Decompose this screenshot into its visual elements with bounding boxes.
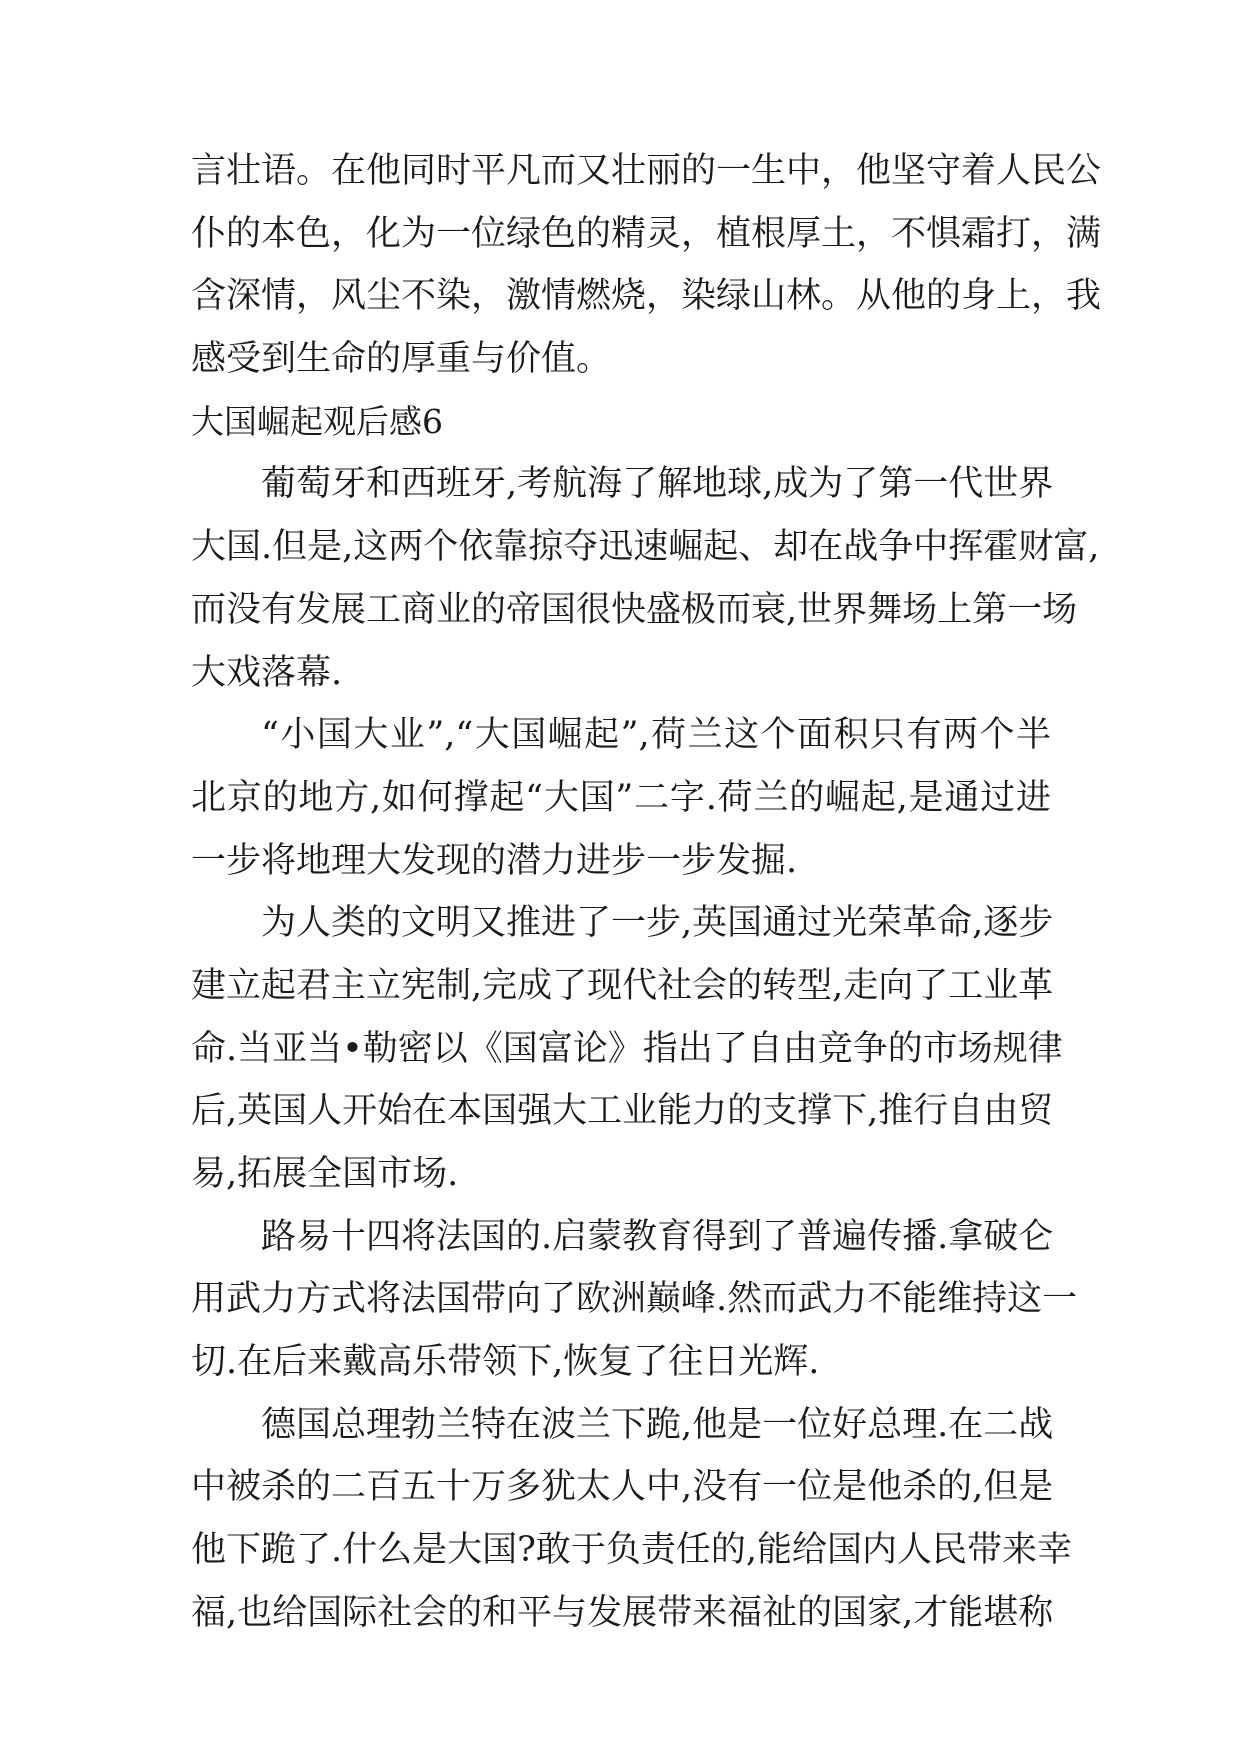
text-line: 命.当亚当•勒密以《国富论》指出了自由竞争的市场规律 [191, 1028, 1063, 1069]
text-line: 大戏落幕. [191, 652, 343, 693]
text-line: 言壮语。在他同时平凡而又壮丽的一生中，他坚守着人民公 [191, 151, 1102, 191]
text-line: 感受到生命的厚重与价值。 [191, 339, 612, 380]
text-line: 而没有发展工商业的帝国很快盛极而衰,世界舞场上第一场 [191, 589, 1078, 630]
text-line: 中被杀的二百五十万多犹太人中,没有一位是他杀的,但是 [191, 1467, 1054, 1508]
paragraph [191, 1206, 1078, 1394]
text-line: 易,拓展全国市场. [191, 1154, 459, 1194]
document-page [191, 140, 1102, 1645]
text-line: 切.在后来戴高乐带领下,恢复了往日光辉. [191, 1342, 820, 1383]
text-line: 路易十四将法国的.启蒙教育得到了普遍传播.拿破仑 [261, 1216, 1054, 1257]
text-line: 他下跪了.什么是大国?敢于负责任的,能给国内人民带来幸 [191, 1530, 1073, 1571]
intro-paragraph [191, 140, 1102, 391]
text-line: 含深情，风尘不染，激情燃烧，染绿山林。从他的身上，我 [191, 276, 1102, 317]
paragraph [191, 453, 1100, 704]
text-line: 为人类的文明又推进了一步,英国通过光荣革命,逐步 [261, 903, 1054, 944]
text-line: 德国总理勃兰特在波兰下跪,他是一位好总理.在二战 [261, 1404, 1054, 1445]
text-line: 建立起君主立宪制,完成了现代社会的转型,走向了工业革 [191, 965, 1054, 1006]
text-line: 葡萄牙和西班牙,考航海了解地球,成为了第一代世界 [261, 464, 1054, 505]
text-line: 北京的地方,如何撑起“大国”二字.荷兰的崛起,是通过进 [191, 777, 1051, 818]
text-line: 大国.但是,这两个依靠掠夺迅速崛起、却在战争中挥霍财富, [191, 527, 1100, 568]
paragraph [191, 892, 1063, 1205]
paragraph [191, 704, 1051, 892]
text-line: “小国大业”,“大国崛起”,荷兰这个面积只有两个半 [261, 715, 1051, 756]
text-line: 福,也给国际社会的和平与发展带来福祉的国家,才能堪称 [191, 1592, 1054, 1633]
section-heading: 大国崛起观后感6 [191, 401, 443, 441]
text-line: 后,英国人开始在本国强大工业能力的支撑下,推行自由贸 [191, 1091, 1054, 1132]
paragraph [191, 1394, 1073, 1645]
text-line: 用武力方式将法国带向了欧洲巅峰.然而武力不能维持这一 [191, 1279, 1078, 1320]
text-line: 仆的本色，化为一位绿色的精灵，植根厚土，不惧霜打，满 [191, 213, 1102, 254]
text-line: 一步将地理大发现的潜力进步一步发掘. [191, 840, 798, 881]
